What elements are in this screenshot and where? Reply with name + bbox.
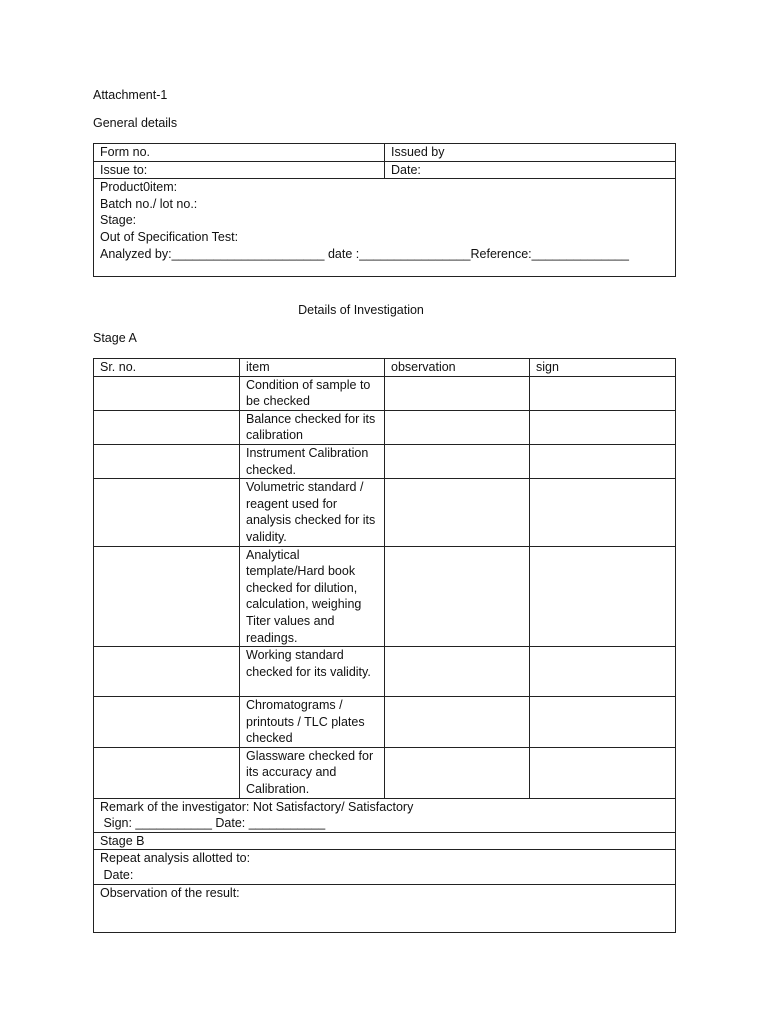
item-cell: Chromatograms / printouts / TLC plates checked bbox=[240, 697, 385, 748]
repeat-analysis-label: Repeat analysis allotted to: bbox=[100, 851, 251, 866]
table-row bbox=[94, 376, 676, 410]
general-details-table bbox=[93, 143, 676, 277]
item-cell: Glassware checked for its accuracy and Calibration. bbox=[240, 747, 385, 798]
table-row bbox=[94, 647, 676, 697]
repeat-date-label: Date: bbox=[100, 868, 134, 883]
product-details-cell bbox=[94, 179, 676, 277]
header-item: item bbox=[240, 359, 385, 377]
repeat-analysis-cell bbox=[94, 850, 676, 884]
item-cell: Working standard checked for its validity. bbox=[240, 647, 385, 697]
sr-no-cell bbox=[94, 546, 240, 647]
issue-to-label: Issue to: bbox=[100, 162, 148, 177]
remark-cell bbox=[94, 798, 676, 832]
sr-no-cell bbox=[94, 647, 240, 697]
sr-no-cell bbox=[94, 410, 240, 444]
table-row bbox=[94, 410, 676, 444]
sr-no-cell bbox=[94, 479, 240, 546]
table-row bbox=[94, 546, 676, 647]
investigator-remark: Remark of the investigator: Not Satisfactory/ Satisfactory bbox=[100, 799, 414, 814]
observation-result-row bbox=[94, 884, 676, 932]
form-no-label: Form no. bbox=[100, 145, 151, 159]
item-cell: Balance checked for its calibration bbox=[240, 410, 385, 444]
observation-cell bbox=[385, 546, 530, 647]
header-observation: observation bbox=[385, 359, 530, 377]
issued-by-label: Issued by bbox=[391, 145, 445, 159]
attachment-title: Attachment-1 bbox=[93, 88, 168, 102]
observation-cell bbox=[385, 479, 530, 546]
table-row bbox=[94, 697, 676, 748]
header-sr-no: Sr. no. bbox=[94, 359, 240, 377]
item-cell: Analytical template/Hard book checked for dilution, calculation, weighing Titer values and readings. bbox=[240, 546, 385, 647]
analyzed-by-line: Analyzed by:______________________ date :________________Reference:______________ bbox=[100, 246, 629, 261]
date-label: Date: bbox=[391, 162, 421, 177]
repeat-analysis-row bbox=[94, 850, 676, 884]
observation-cell bbox=[385, 647, 530, 697]
sr-no-cell bbox=[94, 444, 240, 478]
observation-result-cell: Observation of the result: bbox=[94, 884, 676, 932]
stage-label: Stage: bbox=[100, 213, 137, 228]
header-sign: sign bbox=[530, 359, 676, 377]
sr-no-cell bbox=[94, 747, 240, 798]
stage-a-table bbox=[93, 358, 676, 933]
observation-cell bbox=[385, 376, 530, 410]
issue-to-cell bbox=[94, 161, 385, 179]
remark-row bbox=[94, 798, 676, 832]
item-cell: Condition of sample to be checked bbox=[240, 376, 385, 410]
sr-no-cell bbox=[94, 697, 240, 748]
table-header-row bbox=[94, 359, 676, 377]
form-no-cell bbox=[94, 144, 385, 162]
sign-cell bbox=[530, 546, 676, 647]
sign-date-line: Sign: ___________ Date: ___________ bbox=[100, 816, 326, 831]
stage-b-row bbox=[94, 832, 676, 850]
investigation-heading: Details of Investigation bbox=[298, 303, 424, 317]
observation-cell bbox=[385, 697, 530, 748]
table-row bbox=[94, 444, 676, 478]
sr-no-cell bbox=[94, 376, 240, 410]
sign-cell bbox=[530, 479, 676, 546]
observation-cell bbox=[385, 444, 530, 478]
sign-cell bbox=[530, 747, 676, 798]
oos-test-label: Out of Specification Test: bbox=[100, 229, 239, 244]
batch-lot-label: Batch no./ lot no.: bbox=[100, 196, 198, 211]
sign-cell bbox=[530, 647, 676, 697]
general-details-heading: General details bbox=[93, 116, 178, 130]
sign-cell bbox=[530, 697, 676, 748]
sign-cell bbox=[530, 444, 676, 478]
issued-by-cell bbox=[385, 144, 676, 162]
table-row bbox=[94, 747, 676, 798]
stage-b-cell: Stage B bbox=[94, 832, 676, 850]
table-row bbox=[94, 479, 676, 546]
item-cell: Volumetric standard / reagent used for analysis checked for its validity. bbox=[240, 479, 385, 546]
sign-cell bbox=[530, 410, 676, 444]
stage-a-heading: Stage A bbox=[93, 331, 137, 345]
item-cell: Instrument Calibration checked. bbox=[240, 444, 385, 478]
observation-cell bbox=[385, 410, 530, 444]
product-item-label: Product0item: bbox=[100, 180, 178, 195]
date-cell bbox=[385, 161, 676, 179]
sign-cell bbox=[530, 376, 676, 410]
observation-cell bbox=[385, 747, 530, 798]
